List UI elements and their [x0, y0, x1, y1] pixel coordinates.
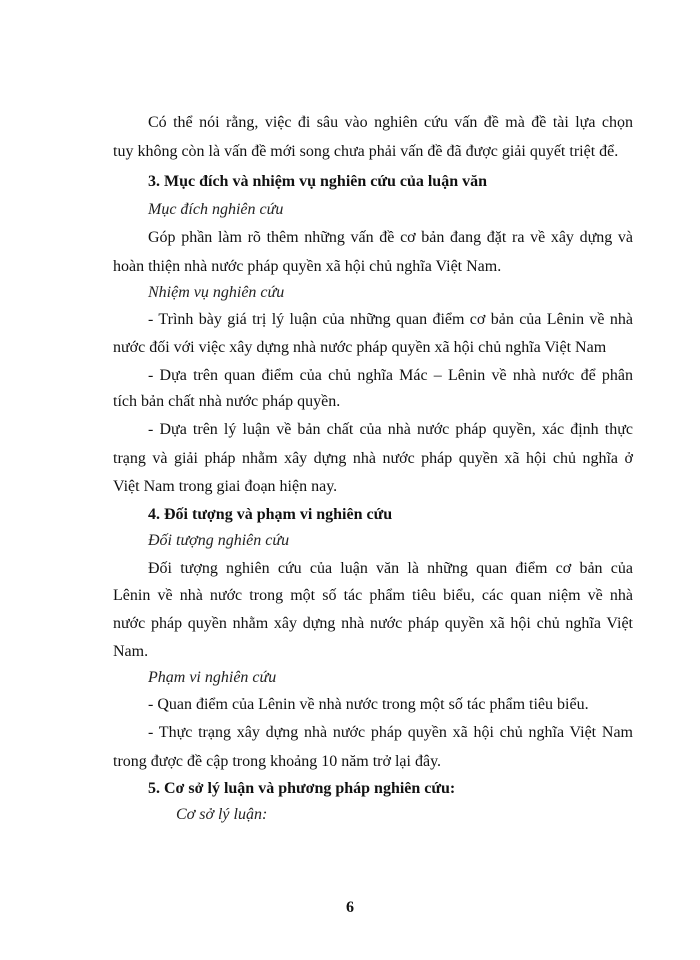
- paragraph-line: Có thể nói rằng, việc đi sâu vào nghiên cứu vấn đề mà đề tài lựa chọn: [148, 114, 633, 131]
- paragraph-line: Nam.: [113, 643, 149, 660]
- paragraph-line: - Dựa trên lý luận về bản chất của nhà nước pháp quyền, xác định thực: [148, 421, 633, 438]
- paragraph-line: - Dựa trên quan điểm của chủ nghĩa Mác – Lênin về nhà nước để phân: [148, 367, 633, 384]
- paragraph-line: Đối tượng nghiên cứu của luận văn là những quan điểm cơ bản của: [148, 560, 633, 577]
- subsection-title: Phạm vi nghiên cứu: [148, 669, 277, 686]
- paragraph-line: nước đối với việc xây dựng nhà nước pháp quyền xã hội chủ nghĩa Việt Nam: [113, 339, 607, 356]
- paragraph-line: trạng và giải pháp nhằm xây dựng nhà nước pháp quyền xã hội chủ nghĩa ở: [113, 450, 633, 467]
- paragraph-line: Lênin về nhà nước trong một số tác phẩm tiêu biểu, các quan niệm về nhà: [113, 587, 633, 604]
- subsection-title: Đối tượng nghiên cứu: [148, 532, 290, 549]
- subsection-title: Nhiệm vụ nghiên cứu: [148, 284, 285, 301]
- paragraph-line: nước pháp quyền nhằm xây dựng nhà nước pháp quyền xã hội chủ nghĩa Việt: [113, 615, 633, 632]
- paragraph-line: hoàn thiện nhà nước pháp quyền xã hội chủ nghĩa Việt Nam.: [113, 258, 502, 275]
- section-heading-3: 3. Mục đích và nhiệm vụ nghiên cứu của luận văn: [148, 173, 487, 190]
- paragraph-line: Góp phần làm rõ thêm những vấn đề cơ bản đang đặt ra về xây dựng và: [148, 229, 633, 246]
- page-number: 6: [346, 899, 354, 916]
- paragraph-line: trong được đề cập trong khoảng 10 năm trở lại đây.: [113, 753, 442, 770]
- section-heading-5: 5. Cơ sở lý luận và phương pháp nghiên cứu:: [148, 780, 456, 797]
- paragraph-line: tích bản chất nhà nước pháp quyền.: [113, 393, 341, 410]
- paragraph-line: - Quan điểm của Lênin về nhà nước trong một số tác phẩm tiêu biểu.: [148, 696, 589, 713]
- paragraph-line: - Thực trạng xây dựng nhà nước pháp quyền xã hội chủ nghĩa Việt Nam: [148, 724, 633, 741]
- subsection-title: Cơ sở lý luận:: [176, 806, 268, 823]
- subsection-title: Mục đích nghiên cứu: [148, 201, 284, 218]
- paragraph-line: tuy không còn là vấn đề mới song chưa phải vấn đề đã được giải quyết triệt để.: [113, 143, 619, 160]
- paragraph-line: - Trình bày giá trị lý luận của những quan điểm cơ bản của Lênin về nhà: [148, 311, 633, 328]
- paragraph-line: Việt Nam trong giai đoạn hiện nay.: [113, 478, 338, 495]
- section-heading-4: 4. Đối tượng và phạm vi nghiên cứu: [148, 506, 393, 523]
